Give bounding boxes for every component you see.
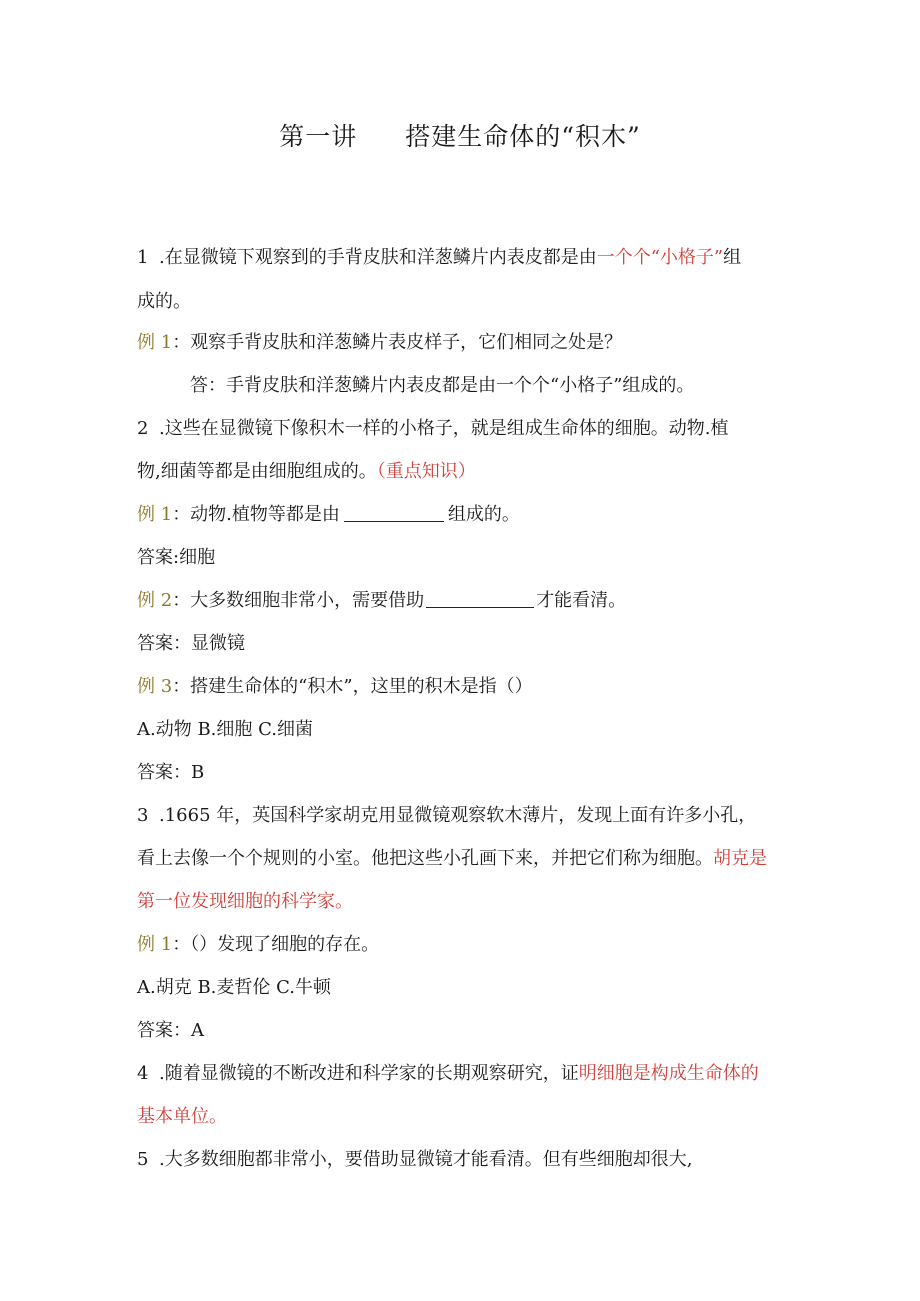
- example-question: 例 1：（）发现了细胞的存在。: [137, 934, 380, 955]
- example-answer: 答案：A: [137, 1020, 204, 1041]
- section-1-line-1: 1 .在显微镜下观察到的手背皮肤和洋葱鳞片内表皮都是由一个个“小格子”组: [137, 247, 742, 268]
- key-point-tag: （重点知识）: [376, 461, 476, 482]
- example-label: 例 3: [137, 676, 173, 697]
- section-2-line-1: 2 .这些在显微镜下像积木一样的小格子，就是组成生命体的细胞。动物.植: [137, 418, 729, 439]
- example-label: 例 2: [137, 590, 173, 611]
- example-answer: 答案：B: [137, 762, 205, 783]
- example-label: 例 1: [137, 934, 173, 955]
- section-2-line-2: 物,细菌等都是由细胞组成的。（重点知识）: [137, 461, 476, 482]
- example-answer: 答案:细胞: [137, 547, 216, 568]
- section-3-line-1: 3 .1665 年，英国科学家胡克用显微镜观察软木薄片，发现上面有许多小孔，: [137, 805, 757, 826]
- fill-blank: [344, 503, 444, 522]
- example-question: 例 1：观察手背皮肤和洋葱鳞片表皮样子，它们相同之处是？: [137, 332, 623, 353]
- section-1-line-2: 成的。: [137, 291, 191, 312]
- emphasis-text: 第一位发现细胞的科学家。: [137, 891, 353, 912]
- example-label: 例 1: [137, 504, 173, 525]
- example-answer: 答：手背皮肤和洋葱鳞片内表皮都是由一个个“小格子”组成的。: [190, 375, 695, 396]
- section-number: 2: [137, 418, 149, 439]
- answer-options: A.胡克 B.麦哲伦 C.牛顿: [137, 977, 331, 998]
- section-4-line-1: 4 .随着显微镜的不断改进和科学家的长期观察研究，证明细胞是构成生命体的: [137, 1063, 759, 1084]
- section-3-line-2: 看上去像一个个规则的小室。他把这些小孔画下来，并把它们称为细胞。胡克是: [137, 848, 767, 869]
- section-5-line-1: 5 .大多数细胞都非常小，要借助显微镜才能看清。但有些细胞却很大,: [137, 1149, 693, 1170]
- lecture-topic: 搭建生命体的“积木”: [405, 122, 641, 151]
- example-label: 例 1: [137, 332, 173, 353]
- example-question: 例 1：动物.植物等都是由 组成的。: [137, 504, 520, 525]
- answer-options: A.动物 B.细胞 C.细菌: [137, 719, 313, 740]
- section-3-line-3: [137, 890, 797, 914]
- section-4-line-2: [137, 1105, 797, 1129]
- section-number: 5: [137, 1149, 149, 1170]
- section-number: 1: [137, 247, 149, 268]
- fill-blank: [426, 589, 534, 608]
- lecture-number: 第一讲: [279, 122, 358, 151]
- emphasis-text: 一个个“小格子”: [596, 247, 724, 268]
- page-title: [0, 117, 920, 153]
- emphasis-text: 基本单位。: [137, 1106, 227, 1127]
- section-number: 4: [137, 1063, 149, 1084]
- emphasis-text: 胡克是: [713, 848, 767, 869]
- section-number: 3: [137, 805, 149, 826]
- example-question: 例 2：大多数细胞非常小，需要借助 才能看清。: [137, 590, 627, 611]
- example-question: 例 3：搭建生命体的“积木”，这里的积木是指（）: [137, 676, 533, 697]
- example-answer: 答案：显微镜: [137, 633, 245, 654]
- emphasis-text: 明细胞是构成生命体的: [578, 1063, 759, 1084]
